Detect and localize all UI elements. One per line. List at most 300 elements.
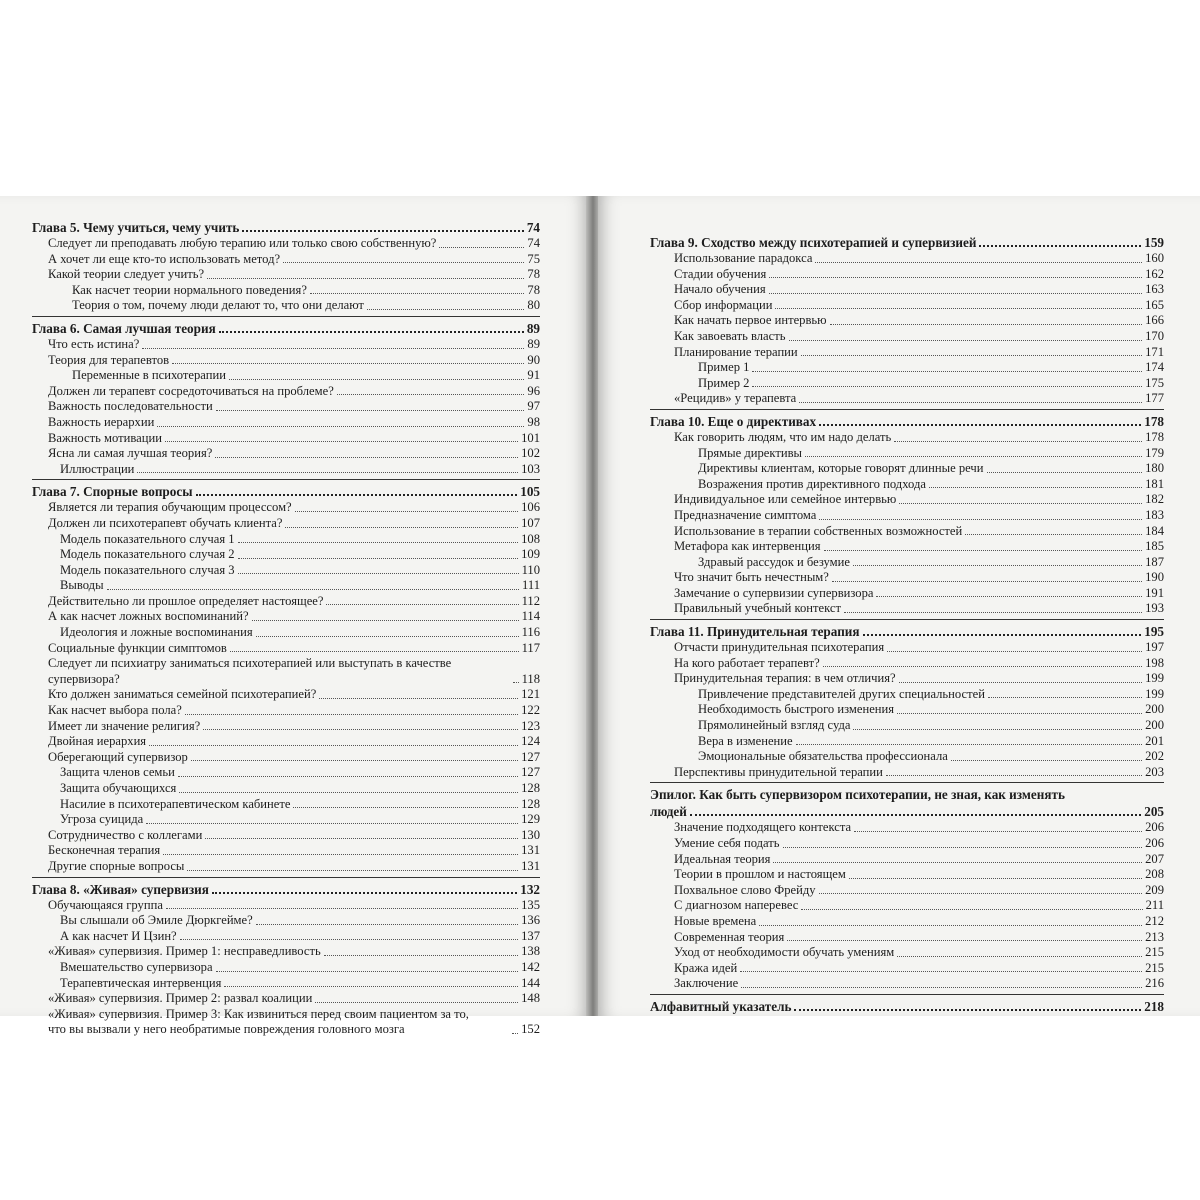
dot-leader [899,503,1142,504]
toc-page-number: 190 [1145,570,1164,585]
dot-leader [853,565,1142,566]
toc-page-number: 90 [527,352,540,367]
toc-page-number: 142 [521,959,540,974]
toc-page-number: 163 [1145,282,1164,297]
dot-leader [107,589,520,590]
toc-page-number: 131 [521,858,540,873]
toc-section-entry [650,524,1164,540]
toc-section-entry [650,430,1164,446]
toc-page-number: 109 [521,547,540,562]
toc-entry-title: Похвальное слово Фрейду [674,882,816,897]
dot-leader [752,371,1142,372]
toc-page-number: 209 [1145,882,1164,897]
toc-section-entry [650,930,1164,946]
toc-entry-title: Умение себя подать [674,836,780,850]
dot-leader [769,277,1142,278]
toc-entry-title: Современная теория [674,929,785,944]
toc-entry-title: Использование в терапии собственных возможностей [674,523,963,538]
dot-leader [185,714,518,715]
toc-section-entry [32,236,540,252]
toc-section-entry [650,734,1164,750]
toc-section-entry [32,991,540,1007]
toc-entry-title: Действительно ли прошлое определяет настоящее? [48,593,324,608]
toc-entry-title: Важность мотивации [48,430,162,445]
toc-section-entry [32,267,540,283]
toc-entry-title: Имеет ли значение религия? [48,718,201,733]
toc-section-entry [650,570,1164,586]
toc-entry-title: Возражения против директивного подхода [698,476,926,491]
dot-leader [815,262,1142,263]
toc-section-entry [32,462,540,478]
dot-leader [830,324,1143,325]
dot-leader [252,620,519,621]
toc-section-entry [32,843,540,859]
dot-leader [196,494,518,496]
dot-leader [823,666,1142,667]
toc-entry-title: А как насчет И Цзин? [60,928,177,943]
dot-leader [854,831,1142,832]
toc-page-number: 136 [521,913,540,928]
dot-leader [187,870,518,871]
toc-page-number: 124 [521,734,540,749]
toc-chapter-entry [32,320,540,337]
dot-leader [801,355,1142,356]
toc-entry-title: Выводы [60,578,104,593]
toc-section-entry [32,859,540,875]
toc-entry-title: Прямые директивы [698,445,802,460]
dot-leader [844,612,1142,613]
dot-leader [238,573,519,574]
dot-leader [894,441,1142,442]
toc-entry-title: Глава 11. Принудительная терапия [650,624,860,640]
toc-page-number: 200 [1145,702,1164,717]
toc-entry-title: «Живая» супервизия. Пример 1: несправедливость [48,944,321,959]
dot-leader [787,940,1142,941]
right-page [598,196,1200,1016]
toc-page-number: 110 [521,562,540,577]
toc-entry-title: Модель показательного случая 2 [60,547,235,562]
toc-section-entry [650,656,1164,672]
toc-entry-title: Директивы клиентам, которые говорят длинные речи [698,461,984,476]
toc-section-entry [650,539,1164,555]
toc-section-entry [650,601,1164,617]
dot-leader [142,348,524,349]
dot-leader [951,760,1142,761]
toc-page-number: 178 [1144,413,1164,429]
toc-page-number: 121 [521,687,540,702]
chapter-separator [32,877,540,878]
toc-section-entry [32,368,540,384]
toc-section-entry [650,282,1164,298]
toc-page-number: 89 [527,336,540,351]
toc-section-entry [650,360,1164,376]
toc-entry-title: Эпилог. Как быть супервизором психотерапии, не зная, как изменять [650,787,1065,803]
toc-section-entry [650,852,1164,868]
toc-entry-title: Другие спорные вопросы [48,858,185,873]
toc-entry-title: Важность последовательности [48,399,213,414]
toc-page-number: 201 [1145,733,1164,748]
toc-entry-title: Обучающаяся группа [48,897,163,912]
toc-section-entry [650,555,1164,571]
toc-entry-title: Бесконечная терапия [48,843,161,858]
dot-leader [796,744,1142,745]
dot-leader [849,878,1142,879]
toc-entry-title: Начало обучения [674,282,766,297]
dot-leader [319,698,518,699]
toc-page-number: 218 [1144,998,1164,1014]
dot-leader [741,987,1142,988]
toc-entry-title: Глава 5. Чему учиться, чему учить [32,220,240,235]
toc-page-number: 162 [1145,266,1164,281]
toc-page-number: 208 [1145,867,1164,882]
toc-page-number: 78 [527,267,540,282]
toc-section-entry [650,976,1164,992]
toc-page-number: 137 [521,928,540,943]
table-of-contents-left [32,219,540,1038]
toc-page-number: 127 [521,765,540,780]
toc-entry-title: Какой теории следует учить? [48,267,205,282]
toc-entry-title: Отчасти принудительная психотерапия [674,640,885,655]
toc-page-number: 206 [1145,820,1164,835]
toc-entry-title: Глава 6. Самая лучшая теория [32,320,216,336]
dot-leader [512,1033,518,1034]
dot-leader [216,410,525,411]
toc-section-entry [32,532,540,548]
toc-section-entry [650,508,1164,524]
toc-section-entry [650,446,1164,462]
toc-section-entry [650,461,1164,477]
toc-page-number: 207 [1145,851,1164,866]
toc-entry-title: Эмоциональные обязательства профессионала [698,749,948,764]
toc-section-entry [650,914,1164,930]
toc-entry-title: Пример 2 [698,375,750,390]
toc-page-number: 101 [521,430,540,445]
toc-entry-title: А как насчет ложных воспоминаний? [48,609,249,624]
dot-leader [863,634,1142,636]
toc-section-entry [32,797,540,813]
toc-section-entry [650,687,1164,703]
toc-page-number: 171 [1145,344,1164,359]
toc-page-number: 131 [521,843,540,858]
toc-section-entry [32,298,540,314]
dot-leader [203,729,518,730]
toc-section-entry [32,500,540,516]
toc-section-entry [32,929,540,945]
toc-section-entry [32,765,540,781]
toc-page-number: 144 [521,975,540,990]
toc-page-number: 105 [520,484,540,500]
toc-page-number: 132 [520,881,540,897]
toc-section-entry [650,298,1164,314]
toc-section-entry [32,384,540,400]
dot-leader [979,245,1141,247]
toc-entry-title: Должен ли психотерапевт обучать клиента? [48,515,283,530]
toc-page-number: 135 [521,897,540,912]
dot-leader [256,636,519,637]
toc-entry-title: Как насчет выбора пола? [48,703,182,718]
toc-entry-title: Стадии обучения [674,266,767,281]
toc-entry-title: Вера в изменение [698,733,793,748]
toc-chapter-heading [650,786,1164,803]
dot-leader [337,394,525,395]
toc-page-number: 97 [527,399,540,414]
toc-section-entry [650,376,1164,392]
toc-page-number: 74 [527,236,540,250]
toc-page-number: 170 [1145,328,1164,343]
toc-entry-title: людей [650,804,687,820]
toc-section-entry [32,828,540,844]
dot-leader [163,854,518,855]
dot-leader [146,823,518,824]
toc-section-entry [650,313,1164,329]
toc-entry-title: Принудительная терапия: в чем отличия? [674,671,896,686]
chapter-separator [650,994,1164,995]
toc-page-number: 129 [521,812,540,827]
toc-entry-title: Как говорить людям, что им надо делать [674,429,892,444]
toc-section-entry [32,516,540,532]
toc-entry-title: Правильный учебный контекст [674,601,842,616]
toc-page-number: 198 [1145,655,1164,670]
toc-entry-title: Как начать первое интервью [674,313,827,328]
dot-leader [783,847,1143,848]
toc-entry-title: Предназначение симптома [674,507,817,522]
dot-leader [165,441,518,442]
toc-section-entry [32,547,540,563]
dot-leader [256,924,518,925]
dot-leader [295,511,518,512]
toc-page-number: 152 [521,1022,540,1037]
toc-entry-title: Здравый рассудок и безумие [698,554,850,569]
toc-entry-title: Замечание о супервизии супервизора [674,585,874,600]
dot-leader [137,472,518,473]
toc-page-number: 195 [1144,624,1164,640]
toc-entry-title: Теория для терапевтов [48,352,170,367]
dot-leader [769,293,1142,294]
toc-entry-title: Как завоевать власть [674,328,786,343]
dot-leader [740,971,1142,972]
dot-leader [690,814,1141,816]
toc-entry-title: Как насчет теории нормального поведения? [72,282,307,297]
toc-chapter-entry [650,998,1164,1015]
dot-leader [899,682,1143,683]
toc-entry-title: Теории в прошлом и настоящем [674,867,846,882]
toc-page-number: 215 [1145,960,1164,975]
toc-section-entry [32,1007,540,1038]
toc-page-number: 178 [1145,429,1164,444]
toc-section-entry [32,431,540,447]
toc-entry-title: Глава 7. Спорные вопросы [32,484,193,500]
toc-entry-title: Что есть истина? [48,336,140,351]
dot-leader [824,550,1143,551]
toc-page-number: 89 [526,320,540,336]
dot-leader [242,230,523,232]
dot-leader [832,581,1142,582]
toc-section-entry [650,477,1164,493]
toc-entry-title: Что значит быть нечестным? [674,570,829,585]
toc-page-number: 177 [1145,391,1164,406]
toc-page-number: 180 [1145,461,1164,476]
toc-page-number: 74 [526,220,540,235]
toc-section-entry [650,702,1164,718]
toc-entry-title: «Живая» супервизия. Пример 3: Как извиниться перед своим пациентом за то, что вы вызвали у него необратимые повреждения головного мозга [48,1006,469,1037]
toc-page-number: 165 [1145,297,1164,312]
toc-section-entry [32,399,540,415]
toc-chapter-entry [650,234,1164,251]
dot-leader [230,651,519,652]
toc-page-number: 75 [527,251,540,266]
dot-leader [224,986,518,987]
toc-section-entry [32,252,540,268]
toc-section-entry [32,913,540,929]
toc-entry-title: Следует ли преподавать любую терапию или только свою собственную? [48,236,437,250]
toc-page-number: 202 [1145,749,1164,764]
toc-entry-title: Пример 1 [698,360,750,375]
dot-leader [283,262,524,263]
toc-page-number: 127 [521,749,540,764]
dot-leader [965,534,1142,535]
toc-entry-title: Модель показательного случая 1 [60,531,235,546]
toc-section-entry [32,976,540,992]
toc-section-entry [650,961,1164,977]
toc-entry-title: Новые времена [674,913,757,928]
toc-page-number: 98 [527,414,540,429]
dot-leader [752,386,1142,387]
toc-entry-title: Должен ли терапевт сосредоточиваться на проблеме? [48,383,334,398]
toc-entry-title: Планирование терапии [674,344,798,359]
toc-entry-title: С диагнозом наперевес [674,898,799,913]
toc-section-entry [32,812,540,828]
dot-leader [215,457,518,458]
toc-page-number: 181 [1145,476,1164,491]
dot-leader [207,278,524,279]
toc-page-number: 175 [1145,375,1164,390]
dot-leader [799,402,1142,403]
toc-entry-title: Вы слышали об Эмиле Дюркгейме? [60,913,253,928]
toc-section-entry [650,898,1164,914]
toc-section-entry [32,415,540,431]
toc-entry-title: «Живая» супервизия. Пример 2: развал коалиции [48,991,313,1006]
toc-entry-title: Терапевтическая интервенция [60,975,222,990]
toc-entry-title: «Рецидив» у терапевта [674,391,797,406]
toc-page-number: 107 [521,515,540,530]
toc-page-number: 116 [521,625,540,640]
dot-leader [238,542,519,543]
toc-page-number: 215 [1145,945,1164,960]
toc-page-number: 128 [521,796,540,811]
toc-entry-title: Прямолинейный взгляд суда [698,718,851,733]
toc-page-number: 185 [1145,539,1164,554]
toc-page-number: 148 [521,991,540,1006]
toc-section-entry [32,563,540,579]
toc-entry-title: На кого работает терапевт? [674,655,820,670]
toc-section-entry [650,345,1164,361]
toc-page-number: 130 [521,827,540,842]
dot-leader [310,293,524,294]
left-page [0,196,588,1037]
toc-entry-title: Уход от необходимости обучать умениям [674,945,895,960]
toc-section-entry [650,391,1164,407]
toc-entry-title: Использование парадокса [674,251,813,265]
toc-section-entry [32,609,540,625]
toc-page-number: 187 [1145,554,1164,569]
toc-page-number: 191 [1145,585,1164,600]
toc-section-entry [32,594,540,610]
toc-entry-title: Кто должен заниматься семейной психотерапией? [48,687,317,702]
table-of-contents-right [650,234,1164,1015]
toc-page-number: 206 [1145,836,1164,850]
toc-page-number: 216 [1145,976,1164,991]
toc-section-entry [32,641,540,657]
toc-section-entry [32,687,540,703]
toc-page-number: 160 [1145,251,1164,265]
dot-leader [212,892,517,894]
dot-leader [157,426,524,427]
toc-entry-title: Защита обучающихся [60,781,177,795]
toc-entry-title: Ясна ли самая лучшая теория? [48,446,213,461]
dot-leader [216,971,519,972]
dot-leader [801,909,1142,910]
dot-leader [205,838,518,839]
toc-page-number: 205 [1144,804,1164,820]
toc-page-number: 112 [521,593,540,608]
toc-section-entry [650,267,1164,283]
toc-chapter-entry [650,413,1164,430]
toc-page-number: 183 [1145,507,1164,522]
dot-leader [929,487,1142,488]
toc-entry-title: Перспективы принудительной терапии [674,764,883,779]
dot-leader [789,340,1143,341]
dot-leader [897,713,1142,714]
toc-page-number: 80 [527,298,540,313]
toc-entry-title: Переменные в психотерапии [72,368,226,383]
dot-leader [219,331,524,333]
dot-leader [315,1002,518,1003]
dot-leader [166,908,518,909]
toc-section-entry [32,944,540,960]
dot-leader [759,925,1142,926]
toc-section-entry [32,734,540,750]
toc-section-entry [650,749,1164,765]
toc-page-number: 159 [1144,235,1164,250]
toc-page-number: 118 [521,671,540,686]
dot-leader [987,472,1143,473]
toc-section-entry [650,329,1164,345]
book-spread [0,196,1200,1037]
dot-leader [324,955,518,956]
toc-page-number: 212 [1145,913,1164,928]
toc-section-entry [650,867,1164,883]
dot-leader [178,776,518,777]
dot-leader [439,247,524,248]
toc-section-entry [32,625,540,641]
toc-page-number: 193 [1145,601,1164,616]
dot-leader [238,558,519,559]
toc-entry-title: А хочет ли еще кто-то использовать метод? [48,251,281,266]
dot-leader [886,775,1142,776]
toc-entry-title: Глава 9. Сходство между психотерапией и супервизией [650,235,977,250]
toc-section-entry [650,492,1164,508]
dot-leader [775,308,1142,309]
chapter-separator [32,479,540,480]
toc-section-entry [32,719,540,735]
toc-chapter-entry [650,803,1164,820]
toc-chapter-entry [650,623,1164,640]
toc-chapter-entry [32,219,540,236]
toc-section-entry [650,883,1164,899]
toc-page-number: 203 [1145,764,1164,779]
toc-page-number: 184 [1145,523,1164,538]
toc-entry-title: Значение подходящего контекста [674,820,852,835]
